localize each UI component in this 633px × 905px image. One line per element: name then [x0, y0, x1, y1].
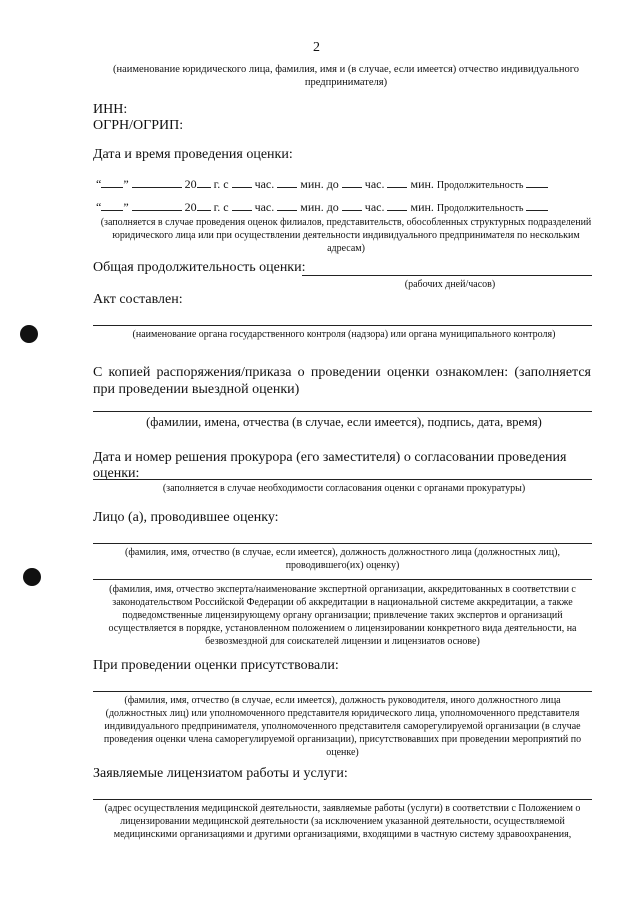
expert-line: [93, 579, 592, 580]
total-duration-caption: (рабочих дней/часов): [404, 279, 496, 290]
prosecutor-label: Дата и номер решения прокурора (его заместителя) о согласовании проведения оценки:: [93, 450, 567, 481]
expert-caption: (фамилия, имя, отчество эксперта/наименование экспертной организации, аккредитованных в соответствии с законодательством Российской Федерации об аккредитации в национальной системе аккредитации, а также подведомственные лицензирующему органу организации; привлечение таких экспертов и организаций осуществляется в порядке, установленном положением о лицензировании конкретного вида деятельности, на безвозмездной для соискателей лицензии и лицензиатов основе): [108, 584, 577, 647]
inspector-caption: (фамилия, имя, отчество (в случае, если имеется), должность должностного лица (должностных лиц), проводившего(их) оценку): [125, 547, 560, 571]
act-label: Акт составлен:: [93, 292, 183, 307]
works-line: [93, 799, 592, 800]
works-label: Заявляемые лицензиатом работы и услуги:: [93, 766, 348, 781]
inn-label: ИНН:: [93, 102, 128, 117]
datetime-row-1: “ ” 20 г. с час. мин. до час. мин. Продолжительность: [96, 177, 606, 192]
prosecutor-line: [93, 479, 592, 480]
month-blank: [132, 177, 182, 188]
present-label: При проведении оценки присутствовали:: [93, 658, 339, 673]
datetime-row-2: “ ” 20 г. с час. мин. до час. мин. Продолжительность: [96, 200, 606, 215]
datetime-label: Дата и время проведения оценки:: [93, 147, 293, 162]
day-blank: [101, 200, 123, 211]
entity-name-caption: (наименование юридического лица, фамилия, имя и (в случае, если имеется) отчество индивидуального предпринимателя): [112, 64, 579, 88]
month-blank: [132, 200, 182, 211]
total-duration-line: [302, 275, 592, 276]
punch-hole: [23, 568, 41, 586]
order-caption: (фамилии, имена, отчества (в случае, если имеется), подпись, дата, время): [146, 415, 542, 429]
act-caption: (наименование органа государственного контроля (надзора) или органа муниципального контроля): [132, 329, 556, 340]
order-line: [93, 411, 592, 412]
order-label: С копией распоряжения/приказа о проведении оценки ознакомлен: (заполняется при проведении выездной оценки): [93, 365, 591, 397]
present-line: [93, 691, 592, 692]
act-line: [93, 325, 592, 326]
total-duration-label: Общая продолжительность оценки:: [93, 260, 306, 275]
datetime-caption: (заполняется в случае проведения оценок филиалов, представительств, обособленных структурных подразделений юридического лица или при осуществлении деятельности индивидуального предпринимателя по нескольким адресам): [100, 217, 592, 254]
inspector-label: Лицо (а), проводившее оценку:: [93, 510, 279, 525]
day-blank: [101, 177, 123, 188]
punch-hole: [20, 325, 38, 343]
works-caption: (адрес осуществления медицинской деятельности, заявляемые работы (услуги) в соответствии с Положением о лицензировании медицинской деятельности (за исключением указанной деятельности, осуществляемой медицинскими организациями и другими организациями, входящими в частную систему здравоохранения,: [104, 803, 581, 840]
ogrn-label: ОГРН/ОГРИП:: [93, 118, 184, 133]
prosecutor-caption: (заполняется в случае необходимости согласования оценки с органами прокуратуры): [162, 483, 526, 494]
page-number: 2: [313, 40, 320, 55]
present-caption: (фамилия, имя, отчество (в случае, если имеется), должность руководителя, иного должностного лица (должностных лиц) или уполномоченного представителя юридического лица, уполномоченного представителя индивидуального предпринимателя, уполномоченного представителя саморегулируемой организации (в случае проведения оценки члена саморегулируемой организации), присутствовавших при проведении мероприятий по оценке): [103, 695, 582, 758]
inspector-line: [93, 543, 592, 544]
